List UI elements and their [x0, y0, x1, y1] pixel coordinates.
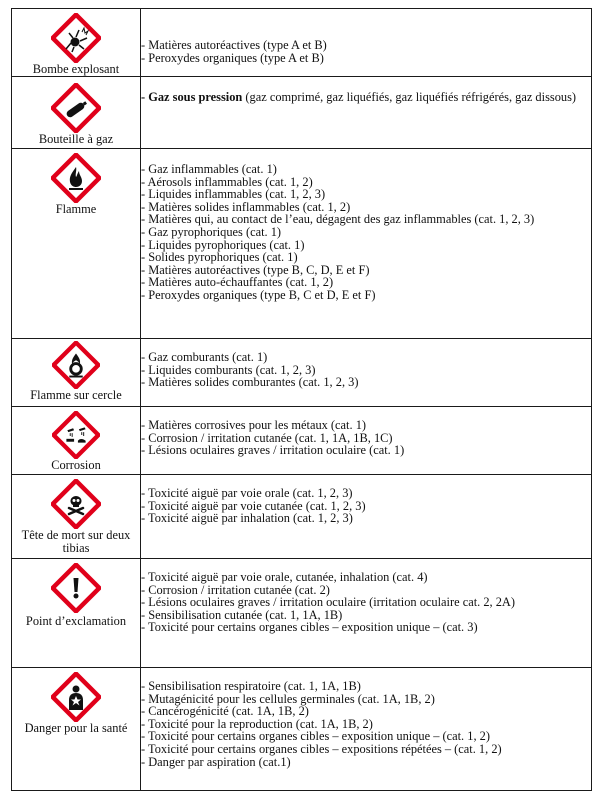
pictogram-cell: [12, 668, 141, 791]
corrosion-icon: [52, 411, 100, 459]
exclamation-mark-icon: [51, 563, 101, 613]
list-item: - Liquides pyrophoriques (cat. 1): [141, 237, 305, 252]
pictogram-cell: [12, 77, 141, 149]
flame-over-circle-icon: [52, 341, 100, 389]
list-item: - Gaz comburants (cat. 1): [141, 350, 268, 364]
list-item: - Cancérogénicité (cat. 1A, 1B, 2): [141, 704, 309, 719]
skull-crossbones-icon: [51, 479, 101, 529]
table-row: [12, 475, 592, 559]
table-row: [12, 407, 592, 475]
list-item: - Matières corrosives pour les métaux (cat. 1): [141, 418, 367, 432]
list-item: [141, 91, 591, 104]
list-item: - Peroxydes organiques (type A et B): [141, 50, 324, 65]
pictogram-name: Bouteille à gaz: [38, 132, 114, 146]
pictogram-name: Danger pour la santé: [24, 721, 128, 735]
list-item: - Corrosion / irritation cutanée (cat. 1, 1A, 1B, 1C): [141, 430, 393, 445]
list-item: - Toxicité aiguë par voie cutanée (cat. 1, 2, 3): [141, 498, 366, 513]
gas-cylinder-icon: [51, 83, 101, 133]
list-item: - Toxicité aiguë par voie orale, cutanée, inhalation (cat. 4): [141, 570, 428, 584]
list-item: - Toxicité aiguë par voie orale (cat. 1, 2, 3): [141, 486, 353, 500]
list-item: - Lésions oculaires graves / irritation oculaire (irritation oculaire cat. 2, 2A): [141, 595, 515, 610]
list-item: - Toxicité pour la reproduction (cat. 1A, 1B, 2): [141, 716, 373, 731]
pictogram-name: Flamme sur cercle: [30, 388, 122, 402]
list-item: - Matières solides comburantes (cat. 1, 2, 3): [141, 375, 359, 390]
table-row: [12, 9, 592, 77]
hazard-description: [141, 77, 592, 149]
health-hazard-icon: [51, 672, 101, 722]
pictogram-cell: [12, 149, 141, 339]
pictogram-cell: [12, 475, 141, 559]
hazard-description: [141, 407, 592, 475]
list-item: - Corrosion / irritation cutanée (cat. 2): [141, 582, 330, 597]
pictogram-cell: [12, 559, 141, 668]
list-item: - Toxicité pour certains organes cibles – expositions répétées – (cat. 1, 2): [141, 741, 502, 756]
table-row: [12, 339, 592, 407]
pictogram-name: Corrosion: [51, 458, 101, 472]
list-item: - Matières solides inflammables (cat. 1, 2): [141, 199, 351, 214]
list-item: - Sensibilisation respiratoire (cat. 1, 1A, 1B): [141, 679, 361, 693]
pictogram-name: Point d’exclamation: [25, 614, 127, 628]
list-item: - Gaz pyrophoriques (cat. 1): [141, 224, 282, 239]
list-item: - Toxicité pour certains organes cibles – exposition unique – (cat. 3): [141, 620, 478, 635]
list-item: - Peroxydes organiques (type B, C et D, E et F): [141, 287, 376, 302]
list-item: - Mutagénicité pour les cellules germinales (cat. 1A, 1B, 2): [141, 691, 435, 706]
pictogram-name: Flamme: [55, 202, 97, 216]
hazard-lead: - Gaz sous pression: [141, 90, 243, 104]
list-item: - Matières autoréactives (type A et B): [141, 38, 327, 52]
list-item: - Matières autoréactives (type B, C, D, E et F): [141, 262, 370, 277]
list-item: - Danger par aspiration (cat.1): [141, 754, 291, 769]
flame-icon: [51, 153, 101, 203]
pictogram-cell: [12, 9, 141, 77]
list-item: - Toxicité aiguë par inhalation (cat. 1, 2, 3): [141, 511, 353, 526]
table-row: [12, 668, 592, 791]
hazard-lead-detail: (gaz comprimé, gaz liquéfiés, gaz liquéfiés réfrigérés, gaz dissous): [242, 90, 577, 104]
list-item: - Solides pyrophoriques (cat. 1): [141, 250, 298, 265]
list-item: - Matières qui, au contact de l’eau, dégagent des gaz inflammables (cat. 1, 2, 3): [141, 212, 535, 227]
list-item: - Matières auto-échauffantes (cat. 1, 2): [141, 275, 334, 290]
pictogram-name: Bombe explosant: [32, 62, 120, 76]
list-item: - Lésions oculaires graves / irritation oculaire (cat. 1): [141, 443, 405, 458]
list-item: - Liquides inflammables (cat. 1, 2, 3): [141, 187, 326, 202]
pictogram-name: Tête de mort sur deux tibias: [21, 528, 131, 555]
hazard-description: [141, 559, 592, 668]
table-row: [12, 149, 592, 339]
hazard-description: [141, 149, 592, 339]
hazard-description: [141, 339, 592, 407]
table-row: [12, 559, 592, 668]
hazard-pictogram-table: [11, 8, 592, 791]
list-item: - Aérosols inflammables (cat. 1, 2): [141, 174, 313, 189]
list-item: - Toxicité pour certains organes cibles – exposition unique – (cat. 1, 2): [141, 729, 490, 744]
pictogram-cell: [12, 407, 141, 475]
exploding-bomb-icon: [51, 13, 101, 63]
table-row: [12, 77, 592, 149]
hazard-description: [141, 475, 592, 559]
list-item: - Sensibilisation cutanée (cat. 1, 1A, 1B): [141, 607, 343, 622]
pictogram-cell: [12, 339, 141, 407]
list-item: - Gaz inflammables (cat. 1): [141, 162, 277, 176]
hazard-description: [141, 668, 592, 791]
list-item: - Liquides comburants (cat. 1, 2, 3): [141, 362, 316, 377]
hazard-description: [141, 9, 592, 77]
